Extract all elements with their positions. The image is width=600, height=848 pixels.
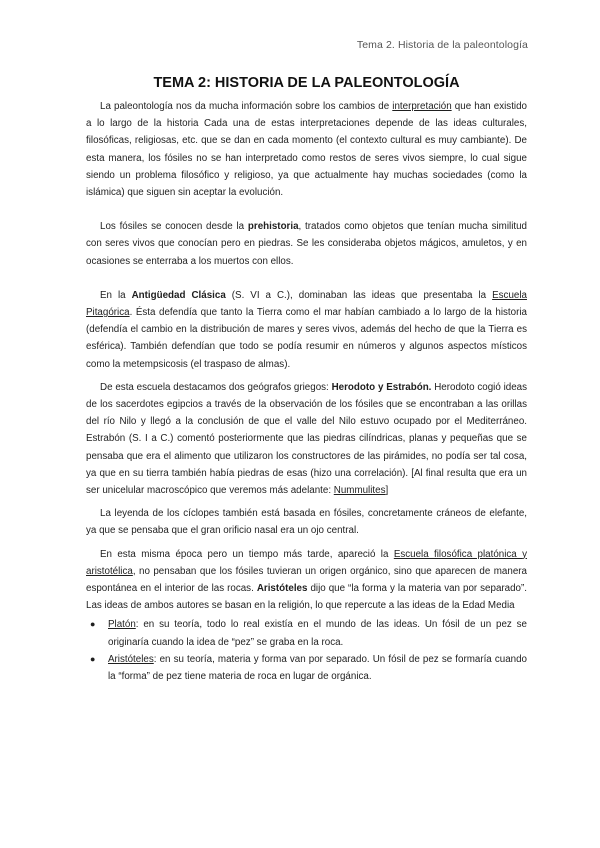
text-run: En esta misma época pero un tiempo más tarde, apareció la (100, 548, 394, 560)
page-title: TEMA 2: HISTORIA DE LA PALEONTOLOGÍA (153, 75, 460, 91)
text-run: (S. VI a C.), dominaban las ideas que presentaba la (225, 289, 493, 301)
text-run: . Ésta defendía que tanto la Tierra como el mar habían cambiado a lo largo de la historia (defendía el cambio en la distribución de mares y seres vivos, además del hecho de que la Tierra es esférica). También defendían que todo se podía resumir en números y algunos aspectos místicos como la metempsicosis (el traspaso de almas). (86, 307, 527, 370)
text-run: , tratados como objetos que tenían mucha similitud con seres vivos que conocían pero en piedras. Se les consideraba objetos mágicos, amuletos, y en ocasiones se enterraba a los muertos con ellos. (86, 221, 527, 267)
text-run: , no pensaban que los fósiles tuvieran un origen orgánico, sino que aparecen de manera espontánea en el interior de las rocas. (86, 565, 527, 595)
bold-term: Herodoto y Estrabón. (331, 381, 432, 393)
document-body (86, 74, 527, 685)
bold-term: Aristóteles (256, 583, 308, 595)
underlined-term: Nummulites (333, 485, 386, 497)
paragraph-cyclops (86, 505, 527, 539)
text-run: La leyenda de los cíclopes también está basada en fósiles, concretamente cráneos de elefante, ya que se pensaba que el gran orificio nasal era un ojo central. (86, 508, 527, 537)
paragraph-interpretation (86, 98, 527, 201)
bullet-icon: ● (90, 653, 96, 664)
running-header: Tema 2. Historia de la paleontología (356, 39, 528, 51)
underlined-term: interpretación (392, 101, 452, 112)
underlined-term: Platón (108, 619, 136, 631)
paragraph-plato-aristotle (86, 546, 527, 615)
text-run: La paleontología nos da mucha información sobre los cambios de (100, 101, 393, 112)
text-run: De esta escuela destacamos dos geógrafos griegos: (100, 381, 332, 393)
text-run: En la (100, 289, 132, 301)
bullet-list (86, 616, 527, 685)
text-run: que han existido a lo largo de la historia Cada una de estas interpretaciones depende de las ideas culturales, filosóficas, religiosas, etc. que se dan en cada momento (el contexto cultural es muy cambiante). De esta manera, los fósiles no se han interpretado como restos de seres vivos siempre, lo cual sigue siendo un problema filosófico y religioso, ya que actualmente hay muchas sociedades (como la islámica) que siguen sin aceptar la evolución. (86, 101, 527, 199)
underlined-term: Escuela Pitagórica (86, 289, 527, 319)
bullet-icon: ● (90, 619, 96, 630)
paragraph-prehistory (86, 218, 527, 270)
bold-term: prehistoria (247, 221, 299, 233)
list-item (86, 616, 527, 650)
bold-term: Antigüedad Clásica (131, 289, 226, 301)
paragraph-herodotus-strabo (86, 379, 527, 499)
text-run: ] (385, 485, 389, 497)
text-run: : en su teoría, materia y forma van por separado. Un fósil de pez se formaría cuando la “forma” de pez tiene materia de roca en lugar de orgánica. (108, 653, 527, 683)
text-run: Los fósiles se conocen desde la (100, 221, 248, 233)
text-run: : en su teoría, todo lo real existía en el mundo de las ideas. Un fósil de un pez se originaría cuando la idea de “pez” se graba en la roca. (108, 619, 527, 648)
list-item (86, 651, 527, 685)
paragraph-classical-antiquity (86, 287, 527, 373)
text-run: Herodoto cogió ideas de los sacerdotes egipcios a través de la observación de los fósiles que se encontraban a las orillas del río Nilo y llegó a la conclusión de que el valle del Nilo estuvo ocupado por el Mediterráneo. Estrabón (S. I a C.) comentó posteriormente que las piedras cilíndricas, planas y pequeñas que se pensaba que era el alimento que utilizaron los constructores de las pirámides, no podía ser tal cosa, ya que en su tierra también había piedras de esas (hizo una correlación). [Al final resulta que era un ser unicelular macroscópico que veremos más adelante: (86, 381, 528, 497)
underlined-term: Aristóteles (108, 653, 154, 665)
text-run: dijo que “la forma y la materia van por separado”. Las ideas de ambos autores se basan en la religión, lo que repercute a las ideas de la Edad Media (86, 583, 527, 612)
underlined-term: Escuela filosófica platónica y aristotélica (86, 548, 528, 577)
